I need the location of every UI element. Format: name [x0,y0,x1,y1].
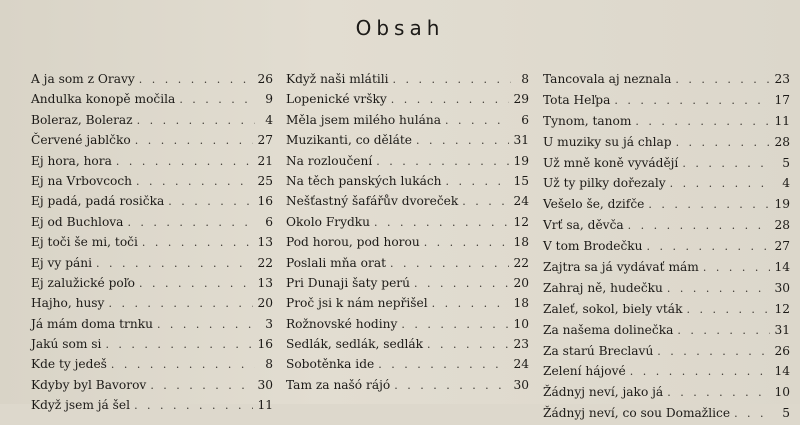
entry-title: Zajtra sa já vydávať mám [543,260,699,275]
toc-entry [543,194,790,215]
dot-leader [139,70,254,90]
entry-page-number: 25 [257,173,273,188]
entry-page-number: 10 [774,385,790,400]
entry-page-number: 23 [774,72,790,86]
dot-leader [179,90,255,110]
dot-leader [394,376,509,396]
dot-leader [682,154,772,175]
toc-entry [286,69,529,89]
entry-page-number: 18 [513,235,529,250]
toc-entry [543,257,790,278]
entry-page-number: 24 [513,194,529,209]
dot-leader [686,300,770,321]
toc-entry [31,171,273,191]
entry-title: Tam za našó rájó [286,377,391,392]
dot-leader [137,111,255,131]
toc-entry [286,151,529,171]
dot-leader [105,335,253,355]
toc-column-1 [31,69,273,416]
toc-entry [543,361,790,382]
toc-entry [31,130,273,150]
toc-entry [31,395,273,415]
toc-entry [543,132,790,153]
dot-leader [647,237,771,258]
entry-page-number: 21 [257,153,273,168]
dot-leader [401,315,509,335]
entry-title: Když naši mlátili [286,72,389,86]
dot-leader [416,131,509,151]
entry-title: Vešelo še, dzifče [543,197,645,212]
entry-title: Když jsem já šel [31,398,131,413]
dot-leader [445,111,511,131]
toc-entry [286,253,529,273]
entry-title: Tota Heľpa [543,92,611,107]
entry-title: Ej na Vrbovcoch [31,173,133,188]
entry-title: Andulka konopě močila [31,92,176,107]
entry-page-number: 24 [513,357,529,372]
entry-page-number: 20 [257,296,273,311]
entry-title: Za našema dolinečka [543,322,674,337]
page-title: Obsah [355,16,445,40]
toc-entry [31,293,273,313]
entry-title: Pod horou, pod horou [286,235,420,250]
toc-entry [31,151,273,171]
entry-title: Poslali mňa orat [286,255,387,270]
toc-entry [543,403,790,424]
entry-page-number: 4 [265,112,273,127]
entry-title: Proč jsi k nám nepřišel [286,296,428,311]
dot-leader [677,321,770,342]
entry-title: Už ty pilky dořezaly [543,176,666,191]
entry-title: Už mně koně vyvádějí [543,155,679,170]
dot-leader [136,172,253,192]
entry-page-number: 15 [513,173,529,188]
entry-title: Na rozloučení [286,153,373,168]
toc-entry [286,212,529,232]
entry-title: Na těch panských lukách [286,173,442,188]
dot-leader [135,131,254,151]
entry-title: Nešťastný šafářův dvoreček [286,194,459,209]
entry-title: Okolo Frydku [286,214,371,229]
toc-entry [31,69,273,89]
toc-entry [286,375,529,395]
entry-title: Sedlák, sedlák, sedlák [286,337,424,352]
entry-title: Pri Dunaji šaty perú [286,275,410,290]
toc-entry [31,253,273,273]
toc-entry [31,273,273,293]
entry-title: Vrť sa, děvča [543,218,624,233]
toc-column-2 [286,69,529,395]
entry-page-number: 22 [257,255,273,270]
entry-page-number: 30 [257,377,273,392]
entry-title: Tynom, tanom [543,113,632,128]
toc-entry [31,89,273,109]
toc-entry [31,191,273,211]
dot-leader [670,174,772,195]
entry-page-number: 16 [257,337,273,352]
toc-entry [543,236,790,257]
entry-title: Ej hora, hora [31,153,112,168]
dot-leader [427,335,509,355]
entry-page-number: 8 [521,72,529,86]
dot-leader [168,192,253,212]
entry-page-number: 26 [774,343,790,358]
entry-page-number: 31 [513,133,529,148]
entry-page-number: 14 [774,364,790,379]
toc-entry [31,314,273,334]
dot-leader [635,112,770,133]
dot-leader [134,396,253,416]
toc-entry [286,110,529,130]
dot-leader [116,152,254,172]
toc-entry [31,212,273,232]
toc-entry [286,191,529,211]
entry-title: Zahraj ně, hudečku [543,280,663,295]
toc-entry [543,111,790,132]
entry-title: Rožnovské hodiny [286,316,398,331]
entry-title: Tancovala aj neznala [543,72,672,86]
toc-entry [543,382,790,403]
dot-leader [142,233,254,253]
entry-page-number: 5 [782,155,790,170]
dot-leader [390,254,509,274]
dot-leader [675,70,770,91]
entry-page-number: 30 [774,280,790,295]
toc-entry [286,171,529,191]
entry-title: Žádnyj neví, co sou Domažlice [543,406,731,421]
entry-title: Za starú Breclavú [543,343,654,358]
dot-leader [108,294,253,314]
entry-page-number: 29 [513,92,529,107]
entry-page-number: 23 [513,337,529,352]
entry-page-number: 6 [265,214,273,229]
entry-title: Červené jablčko [31,133,131,148]
dot-leader [614,91,770,112]
entry-title: Zaleť, sokol, biely vták [543,301,683,316]
toc-entry [286,293,529,313]
toc-entry [286,130,529,150]
dot-leader [734,404,772,425]
toc-entry [543,215,790,236]
entry-page-number: 13 [257,275,273,290]
toc-entry [543,299,790,320]
dot-leader [676,133,771,154]
entry-page-number: 11 [257,398,273,413]
entry-title: Muzikanti, co děláte [286,133,413,148]
dot-leader [111,355,255,375]
toc-entry [286,273,529,293]
dot-leader [667,383,770,404]
dot-leader [628,216,771,237]
entry-page-number: 28 [774,134,790,149]
entry-title: Měla jsem milého hulána [286,112,442,127]
toc-entry [31,354,273,374]
entry-page-number: 6 [521,112,529,127]
dot-leader [391,90,510,110]
dot-leader [446,172,510,192]
dot-leader [393,70,511,90]
toc-entry [31,375,273,395]
entry-page-number: 4 [782,176,790,191]
dot-leader [96,254,253,274]
entry-page-number: 14 [774,260,790,275]
dot-leader [667,279,771,300]
toc-entry [286,89,529,109]
entry-title: Jakú som si [31,337,102,352]
entry-title: Hajho, husy [31,296,105,311]
toc-entry [543,153,790,174]
toc-entry [31,110,273,130]
entry-title: Sobotěnka ide [286,357,375,372]
dot-leader [139,274,254,294]
toc-column-3 [543,69,790,424]
dot-leader [150,376,253,396]
entry-title: Ej vy páni [31,255,93,270]
toc-entry [286,354,529,374]
toc-entry [543,341,790,362]
entry-page-number: 17 [774,92,790,107]
toc-entry [286,314,529,334]
entry-page-number: 16 [257,194,273,209]
entry-title: Boleraz, Boleraz [31,112,133,127]
entry-title: Lopenické vršky [286,92,387,107]
toc-entry [286,334,529,354]
entry-page-number: 11 [774,113,790,128]
entry-page-number: 9 [265,92,273,107]
entry-title: Žádnyj neví, jako já [543,385,664,400]
dot-leader [432,294,510,314]
toc-entry [543,173,790,194]
dot-leader [648,195,770,216]
entry-title: Ej od Buchlova [31,214,124,229]
entry-page-number: 22 [513,255,529,270]
entry-page-number: 31 [774,322,790,337]
entry-page-number: 10 [513,316,529,331]
dot-leader [374,213,509,233]
toc-entry [543,90,790,111]
entry-title: V tom Brodečku [543,239,643,254]
entry-page-number: 13 [257,235,273,250]
dot-leader [414,274,510,294]
entry-page-number: 18 [513,296,529,311]
dot-leader [376,152,509,172]
dot-leader [127,213,255,233]
entry-page-number: 27 [774,239,790,254]
entry-title: Ej zalužické poľo [31,275,135,290]
entry-page-number: 30 [513,377,529,392]
entry-page-number: 27 [257,133,273,148]
entry-page-number: 19 [513,153,529,168]
entry-title: A ja som z Oravy [31,72,135,86]
entry-title: Ej padá, padá rosička [31,194,165,209]
toc-entry [31,334,273,354]
dot-leader [378,355,509,375]
entry-title: U muziky su já chlap [543,134,672,149]
dot-leader [630,362,771,383]
dot-leader [157,315,255,335]
entry-title: Ej toči še mi, toči [31,235,138,250]
entry-page-number: 3 [265,316,273,331]
entry-page-number: 20 [513,275,529,290]
entry-page-number: 8 [265,357,273,372]
dot-leader [703,258,771,279]
toc-entry [543,320,790,341]
toc-entry [286,232,529,252]
entry-title: Kde ty jedeš [31,357,107,372]
entry-page-number: 12 [513,214,529,229]
toc-entry [31,232,273,252]
toc-entry [543,69,790,90]
dot-leader [424,233,510,253]
entry-title: Já mám doma trnku [31,316,153,331]
entry-title: Kdyby byl Bavorov [31,377,147,392]
entry-page-number: 26 [257,72,273,86]
dot-leader [462,192,509,212]
entry-title: Zelení hájové [543,364,626,379]
entry-page-number: 5 [782,406,790,421]
toc-entry [543,278,790,299]
entry-page-number: 28 [774,218,790,233]
entry-page-number: 19 [774,197,790,212]
entry-page-number: 12 [774,301,790,316]
dot-leader [657,342,770,363]
